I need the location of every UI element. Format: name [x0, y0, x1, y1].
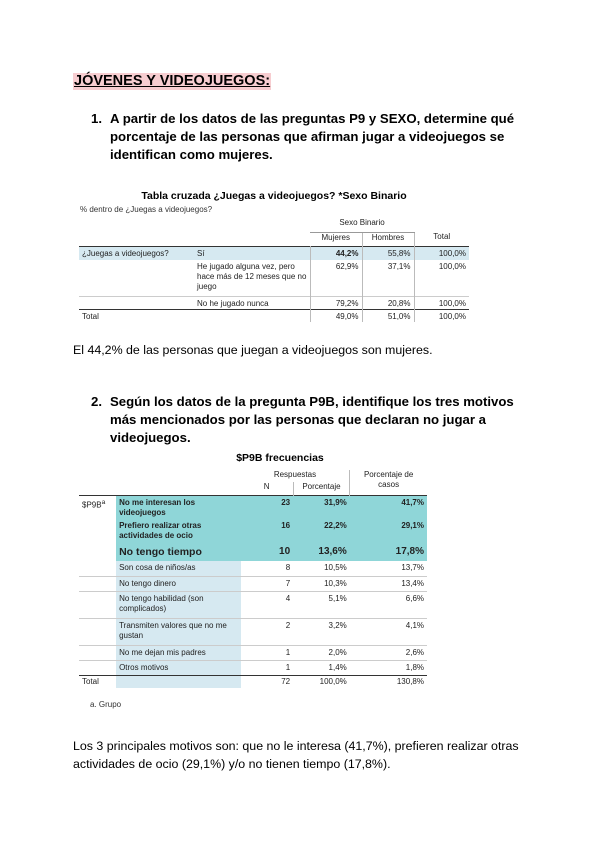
cell-value: 72 — [281, 676, 291, 686]
cell-value: 23 — [241, 495, 294, 519]
cell-value: 31,9% — [293, 495, 350, 519]
row-label: Prefiero realizar otras actividades de ocio — [116, 519, 241, 545]
cell-value: 1,8% — [405, 662, 424, 672]
row-label: Transmiten valores que no me gustan — [116, 618, 241, 645]
cell-value: 3,2% — [328, 620, 347, 630]
cell-value: 55,8% — [362, 246, 414, 260]
cell-value: 16 — [241, 519, 294, 545]
cell-value: 79,2% — [310, 296, 362, 309]
question-1-number: 1. — [91, 111, 102, 126]
page-title: JÓVENES Y VIDEOJUEGOS: — [74, 73, 271, 89]
table-row — [79, 561, 427, 576]
row-label: No tengo habilidad (son complicados) — [116, 591, 241, 618]
table-row — [79, 495, 427, 519]
table-row — [79, 309, 469, 322]
cell-value: 37,1% — [362, 260, 414, 296]
cell-value: 130,8% — [396, 676, 424, 686]
table1-col-mujeres: Mujeres — [310, 232, 362, 246]
cell-value: 10,5% — [324, 563, 347, 572]
row-label: No me dejan mis padres — [116, 645, 241, 660]
cell-value: 1 — [285, 662, 291, 672]
cell-value: 13,4% — [401, 578, 424, 588]
table-row — [79, 675, 427, 688]
row-label: No me interesan los videojuegos — [116, 495, 241, 519]
table2-footnote: a. Grupo — [90, 700, 122, 709]
cell-value: 100,0% — [438, 262, 466, 271]
cell-value: 13,7% — [401, 563, 424, 572]
table-row — [79, 591, 427, 618]
table-row — [79, 260, 469, 296]
table1-group-header: Sexo Binario — [310, 218, 414, 232]
table-row — [79, 645, 427, 660]
cell-value: 17,8% — [350, 545, 427, 561]
question-2-number: 2. — [91, 394, 102, 409]
table2 — [79, 470, 427, 688]
cell-value: 20,8% — [362, 296, 414, 309]
answer-1: El 44,2% de las personas que juegan a videojuegos son mujeres. — [73, 343, 433, 357]
row-label-sup: a — [101, 498, 106, 506]
row-label: No he jugado nunca — [194, 296, 310, 309]
table1-col-total: Total — [433, 232, 451, 241]
cell-value: 13,6% — [293, 545, 350, 561]
cell-value: 100,0% — [438, 311, 466, 321]
table1-caption: Tabla cruzada ¿Juegas a videojuegos? *Sexo Binario — [141, 190, 407, 202]
answer-2: Los 3 principales motivos son: que no le interesa (41,7%), prefieren realizar otras actividades de ocio (29,1%) y/o no tienen tiempo (17,8%). — [73, 739, 519, 771]
cell-value: 100,0% — [438, 298, 466, 308]
cell-value: 100,0% — [319, 676, 347, 686]
table-row — [79, 576, 427, 591]
row-label: Total — [82, 676, 99, 686]
cell-value: 51,0% — [362, 309, 414, 322]
table-row — [79, 545, 427, 561]
row-label: No tengo dinero — [116, 576, 241, 591]
table-row — [79, 618, 427, 645]
table-row — [79, 296, 469, 309]
cell-value: 5,1% — [328, 593, 347, 603]
row-label-text: $P9B — [82, 500, 102, 510]
question-2 — [91, 393, 551, 449]
cell-value: 4 — [285, 593, 291, 603]
row-label: Sí — [194, 246, 310, 260]
cell-value: 10 — [241, 545, 294, 561]
cell-value: 2,6% — [405, 647, 424, 657]
cell-value: 100,0% — [438, 248, 466, 258]
cell-value: 2 — [285, 620, 291, 630]
table1-col-hombres: Hombres — [362, 232, 414, 246]
cell-value: 8 — [285, 563, 291, 572]
row-label: Otros motivos — [116, 660, 241, 675]
table1-row-label: ¿Juegas a videojuegos? — [82, 248, 169, 258]
cell-value: 41,7% — [350, 495, 427, 519]
question-1-text: A partir de los datos de las preguntas P9 y SEXO, determine qué porcentaje de las personas que afirman jugar a videojuegos se identifican como mujeres. — [110, 111, 515, 162]
row-label: No tengo tiempo — [116, 545, 241, 561]
table2-row-label — [79, 495, 116, 519]
cell-value: 2,0% — [328, 647, 347, 657]
cell-value: 7 — [285, 578, 291, 588]
cell-value: 6,6% — [405, 593, 424, 603]
table2-col-n: N — [263, 482, 270, 491]
cell-value: 22,2% — [293, 519, 350, 545]
cell-value: 44,2% — [310, 246, 362, 260]
row-label: He jugado alguna vez, pero hace más de 12 meses que no juego — [194, 260, 310, 296]
cell-value: 1,4% — [328, 662, 347, 672]
table-row — [79, 519, 427, 545]
table-row — [79, 246, 469, 260]
question-1 — [91, 110, 551, 166]
cell-value: 1 — [285, 647, 291, 657]
cell-value: 4,1% — [405, 620, 424, 630]
table-row — [79, 660, 427, 675]
row-label: Son cosa de niños/as — [116, 561, 241, 576]
cell-value: 29,1% — [350, 519, 427, 545]
table2-col-pct: Porcentaje — [293, 482, 350, 495]
cell-value: 62,9% — [310, 260, 362, 296]
table1-subcaption: % dentro de ¿Juegas a videojuegos? — [80, 205, 213, 214]
cell-value: 10,3% — [324, 578, 347, 588]
cell-value: 49,0% — [310, 309, 362, 322]
table2-caption: $P9B frecuencias — [236, 452, 324, 464]
table2-col-cases: Porcentaje de casos — [350, 470, 427, 495]
table1 — [79, 218, 469, 322]
table2-resp-header: Respuestas — [273, 470, 317, 479]
row-label: Total — [82, 311, 99, 321]
question-2-text: Según los datos de la pregunta P9B, identifique los tres motivos más mencionados por las personas que declaran no jugar a videojuegos. — [110, 394, 514, 445]
